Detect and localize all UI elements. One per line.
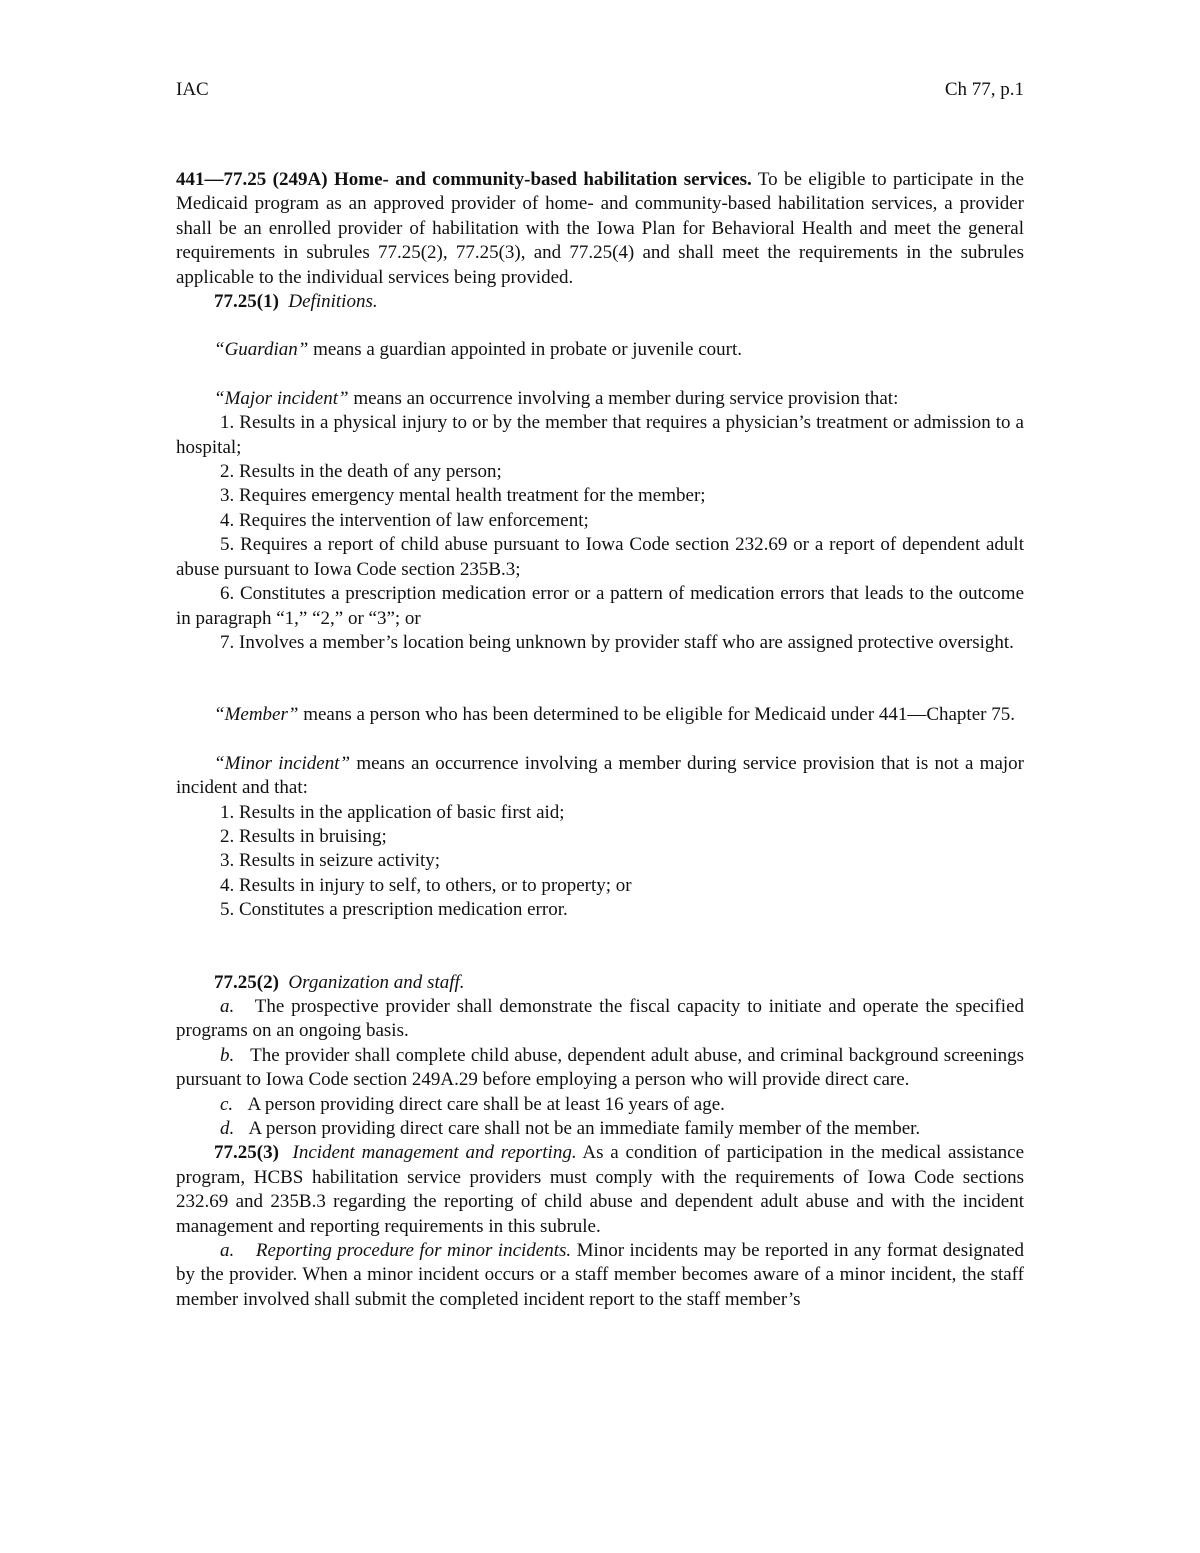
rule-paragraph <box>176 168 1024 290</box>
list-item: 1. Results in the application of basic first aid; <box>220 801 565 823</box>
list-item: 3. Results in seizure activity; <box>220 850 441 872</box>
paragraph-text: A person providing direct care shall be at least 16 years of age. <box>247 1093 725 1115</box>
term-guardian: “Guardian” <box>214 339 309 361</box>
paragraph-text: A person providing direct care shall not be an immediate family member of the member. <box>248 1118 921 1139</box>
list-item: 4. Results in injury to self, to others, or to property; or <box>220 874 632 896</box>
subrule-3-paragraph-a <box>176 1239 1024 1312</box>
paragraph-text: Minor incidents may be reported in any format designated by the provider. When a minor incident occurs or a staff member becomes aware of a minor incident, the staff member involved shall submit the completed incident report to the staff member’s <box>176 1240 1025 1310</box>
subrule-2-heading <box>176 971 1024 995</box>
term-major-incident: “Major incident” <box>214 387 349 409</box>
subrule-2-number: 77.25(2) <box>214 971 279 993</box>
paragraph-label: a. <box>220 995 235 1017</box>
definition-major-incident-text: means an occurrence involving a member during service provision that: <box>353 387 899 409</box>
list-item: 2. Results in the death of any person; <box>220 461 502 483</box>
subrule-3-title: Incident management and reporting. <box>292 1142 577 1164</box>
definition-minor-incident-text: means an occurrence involving a member during service provision that is not a major incident and that: <box>176 752 1024 799</box>
paragraph-label: c. <box>220 1093 234 1115</box>
list-item: 5. Requires a report of child abuse pursuant to Iowa Code section 232.69 or a report of dependent adult abuse pursuant to Iowa Code section 235B.3; <box>176 534 1024 580</box>
subrule-3-paragraph <box>176 1141 1024 1239</box>
definition-minor-incident <box>176 752 1024 801</box>
document-body <box>176 168 1024 1312</box>
definition-member-text: means a person who has been determined to be eligible for Medicaid under 441—Chapter 75. <box>303 704 1015 726</box>
rule-title: Home- and community-based habilitation services. <box>333 169 752 190</box>
list-item: 2. Results in bruising; <box>220 825 387 847</box>
running-header <box>176 78 1024 104</box>
term-member: “Member” <box>214 704 299 726</box>
definition-guardian <box>176 338 1024 362</box>
paragraph-d <box>176 1117 1024 1141</box>
list-item: 1. Results in a physical injury to or by the member that requires a physician’s treatment or admission to a hospital; <box>176 412 1024 458</box>
subrule-1-title: Definitions. <box>288 291 378 313</box>
definition-major-incident <box>176 387 1024 411</box>
list-item: 6. Constitutes a prescription medication error or a pattern of medication errors that leads to the outcome in paragraph “1,” “2,” or “3”; or <box>176 583 1024 629</box>
paragraph-label: a. <box>220 1240 235 1262</box>
paragraph-b <box>176 1044 1024 1093</box>
subrule-1-number: 77.25(1) <box>214 291 279 313</box>
rule-text: To be eligible to participate in the Medicaid program as an approved provider of home- and community-based habilitation services, a provider shall be an enrolled provider of habilitation with the Iowa Plan for Behavioral Health and meet the general requirements in subrules 77.25(2), 77.25(3), and 77.25(4) and shall meet the requirements in the subrules applicable to the individual services being provided. <box>176 169 1024 288</box>
subrule-3-text: As a condition of participation in the medical assistance program, HCBS habilitation service providers must comply with the requirements of Iowa Code sections 232.69 and 235B.3 regarding the reporting of child abuse and dependent adult abuse and with the incident management and reporting requirements in this subrule. <box>176 1142 1025 1237</box>
list-item: 4. Requires the intervention of law enforcement; <box>220 509 589 531</box>
paragraph-c <box>176 1093 1024 1117</box>
list-item: 5. Constitutes a prescription medication error. <box>220 899 568 921</box>
list-item: 3. Requires emergency mental health treatment for the member; <box>220 485 706 507</box>
header-left: IAC <box>176 79 209 100</box>
paragraph-text: The prospective provider shall demonstrate the fiscal capacity to initiate and operate the specified programs on an ongoing basis. <box>176 995 1025 1042</box>
subrule-3-number: 77.25(3) <box>214 1142 279 1164</box>
paragraph-a <box>176 995 1024 1044</box>
rule-number: 441—77.25 (249A) <box>176 169 328 190</box>
definition-member <box>176 703 1024 727</box>
definition-guardian-text: means a guardian appointed in probate or juvenile court. <box>313 339 743 361</box>
subrule-1-heading <box>176 290 1024 314</box>
paragraph-text: The provider shall complete child abuse, dependent adult abuse, and criminal background screenings pursuant to Iowa Code section 249A.29 before employing a person who will provide direct care. <box>176 1044 1024 1091</box>
list-item: 7. Involves a member’s location being unknown by provider staff who are assigned protective oversight. <box>220 631 1014 653</box>
term-minor-incident: “Minor incident” <box>214 752 351 774</box>
subrule-2-title: Organization and staff. <box>288 971 465 993</box>
paragraph-label: d. <box>220 1118 235 1139</box>
header-right: Ch 77, p.1 <box>944 79 1024 100</box>
paragraph-title: Reporting procedure for minor incidents. <box>255 1240 572 1262</box>
paragraph-label: b. <box>220 1044 235 1066</box>
